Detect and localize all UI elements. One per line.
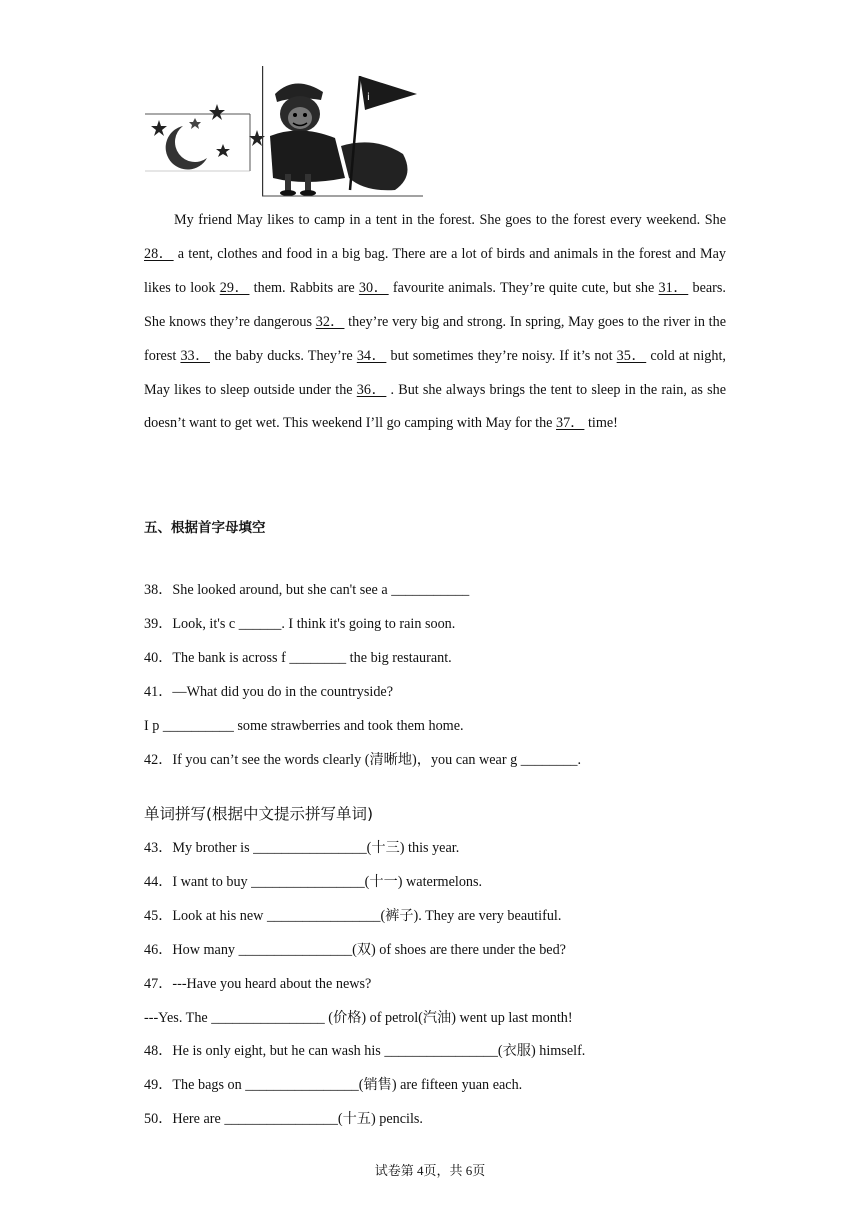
cloze-passage: [144, 204, 726, 441]
blank-37[interactable]: 37．: [556, 415, 585, 432]
blank-32[interactable]: 32．: [315, 313, 345, 330]
girl-camper-icon: [262, 66, 423, 196]
moon-and-stars-icon: [145, 104, 265, 171]
page-footer: 试卷第 4页，共 6页: [374, 1163, 486, 1178]
section-6-title: 单词拼写(根据中文提示拼写单词): [144, 805, 374, 823]
question-41-answer-line: I p __________ some strawberries and took them home.: [144, 717, 464, 734]
question-43: 43．My brother is ________________(十三) this year.: [144, 840, 460, 856]
blank-36[interactable]: 36．: [356, 381, 387, 398]
question-47: 47．---Have you heard about the news?: [144, 975, 372, 992]
question-48: 48．He is only eight, but he can wash his ________________(衣服) himself.: [144, 1043, 586, 1060]
question-46: 46．How many ________________(双) of shoes are there under the bed?: [144, 941, 566, 958]
camping-girl-illustration: [145, 66, 425, 198]
blank-29[interactable]: 29．: [219, 279, 250, 296]
blank-31[interactable]: 31．: [658, 279, 689, 296]
question-49: 49．The bags on ________________(销售) are fifteen yuan each.: [144, 1077, 523, 1094]
question-38: 38．She looked around, but she can't see a ___________: [144, 582, 470, 598]
question-45: 45．Look at his new ________________(裤子). They are very beautiful.: [144, 907, 562, 924]
passage-paragraph: My friend May likes to camp in a tent in the forest. She goes to the forest every weekend. She 28． a tent, clothes and food in a big bag. There are a lot of birds and animals in the forest and May likes to look 29． them. Rabbits are 30． favourite animals. They’re quite cute, but she 31． bears. She knows they’re dangerous 32． they’re very big and strong. In spring, May goes to the river in the forest 33． the baby ducks. They’re 34． but sometimes they’re noisy. If it’s not 35． cold at night, May likes to sleep outside under the 36． . But she always brings the tent to sleep in the rain, as she doesn’t want to get wet. This weekend I’ll go camping with May for the 37． time!: [144, 212, 726, 432]
question-47-answer-line: ---Yes. The ________________ (价格) of petrol(汽油) went up last month!: [144, 1009, 573, 1026]
question-42: 42．If you can’t see the words clearly (清晰地)，you can wear g ________.: [144, 751, 582, 768]
section-5-questions: [144, 574, 744, 777]
question-39: 39．Look, it's c ______. I think it's going to rain soon.: [144, 615, 456, 632]
svg-text:i: i: [367, 92, 370, 103]
blank-33[interactable]: 33．: [180, 347, 210, 364]
blank-28[interactable]: 28．: [144, 245, 174, 262]
question-50: 50．Here are ________________(十五) pencils.: [144, 1111, 423, 1128]
question-40: 40．The bank is across f ________ the big restaurant.: [144, 649, 452, 666]
blank-35[interactable]: 35．: [616, 347, 647, 364]
question-44: 44．I want to buy ________________(十一) watermelons.: [144, 873, 483, 890]
section-6-questions: [144, 832, 744, 1137]
section-5-title: 五、根据首字母填空: [144, 520, 266, 536]
question-41: 41．—What did you do in the countryside?: [144, 683, 394, 700]
blank-34[interactable]: 34．: [356, 347, 387, 364]
blank-30[interactable]: 30．: [358, 279, 389, 296]
